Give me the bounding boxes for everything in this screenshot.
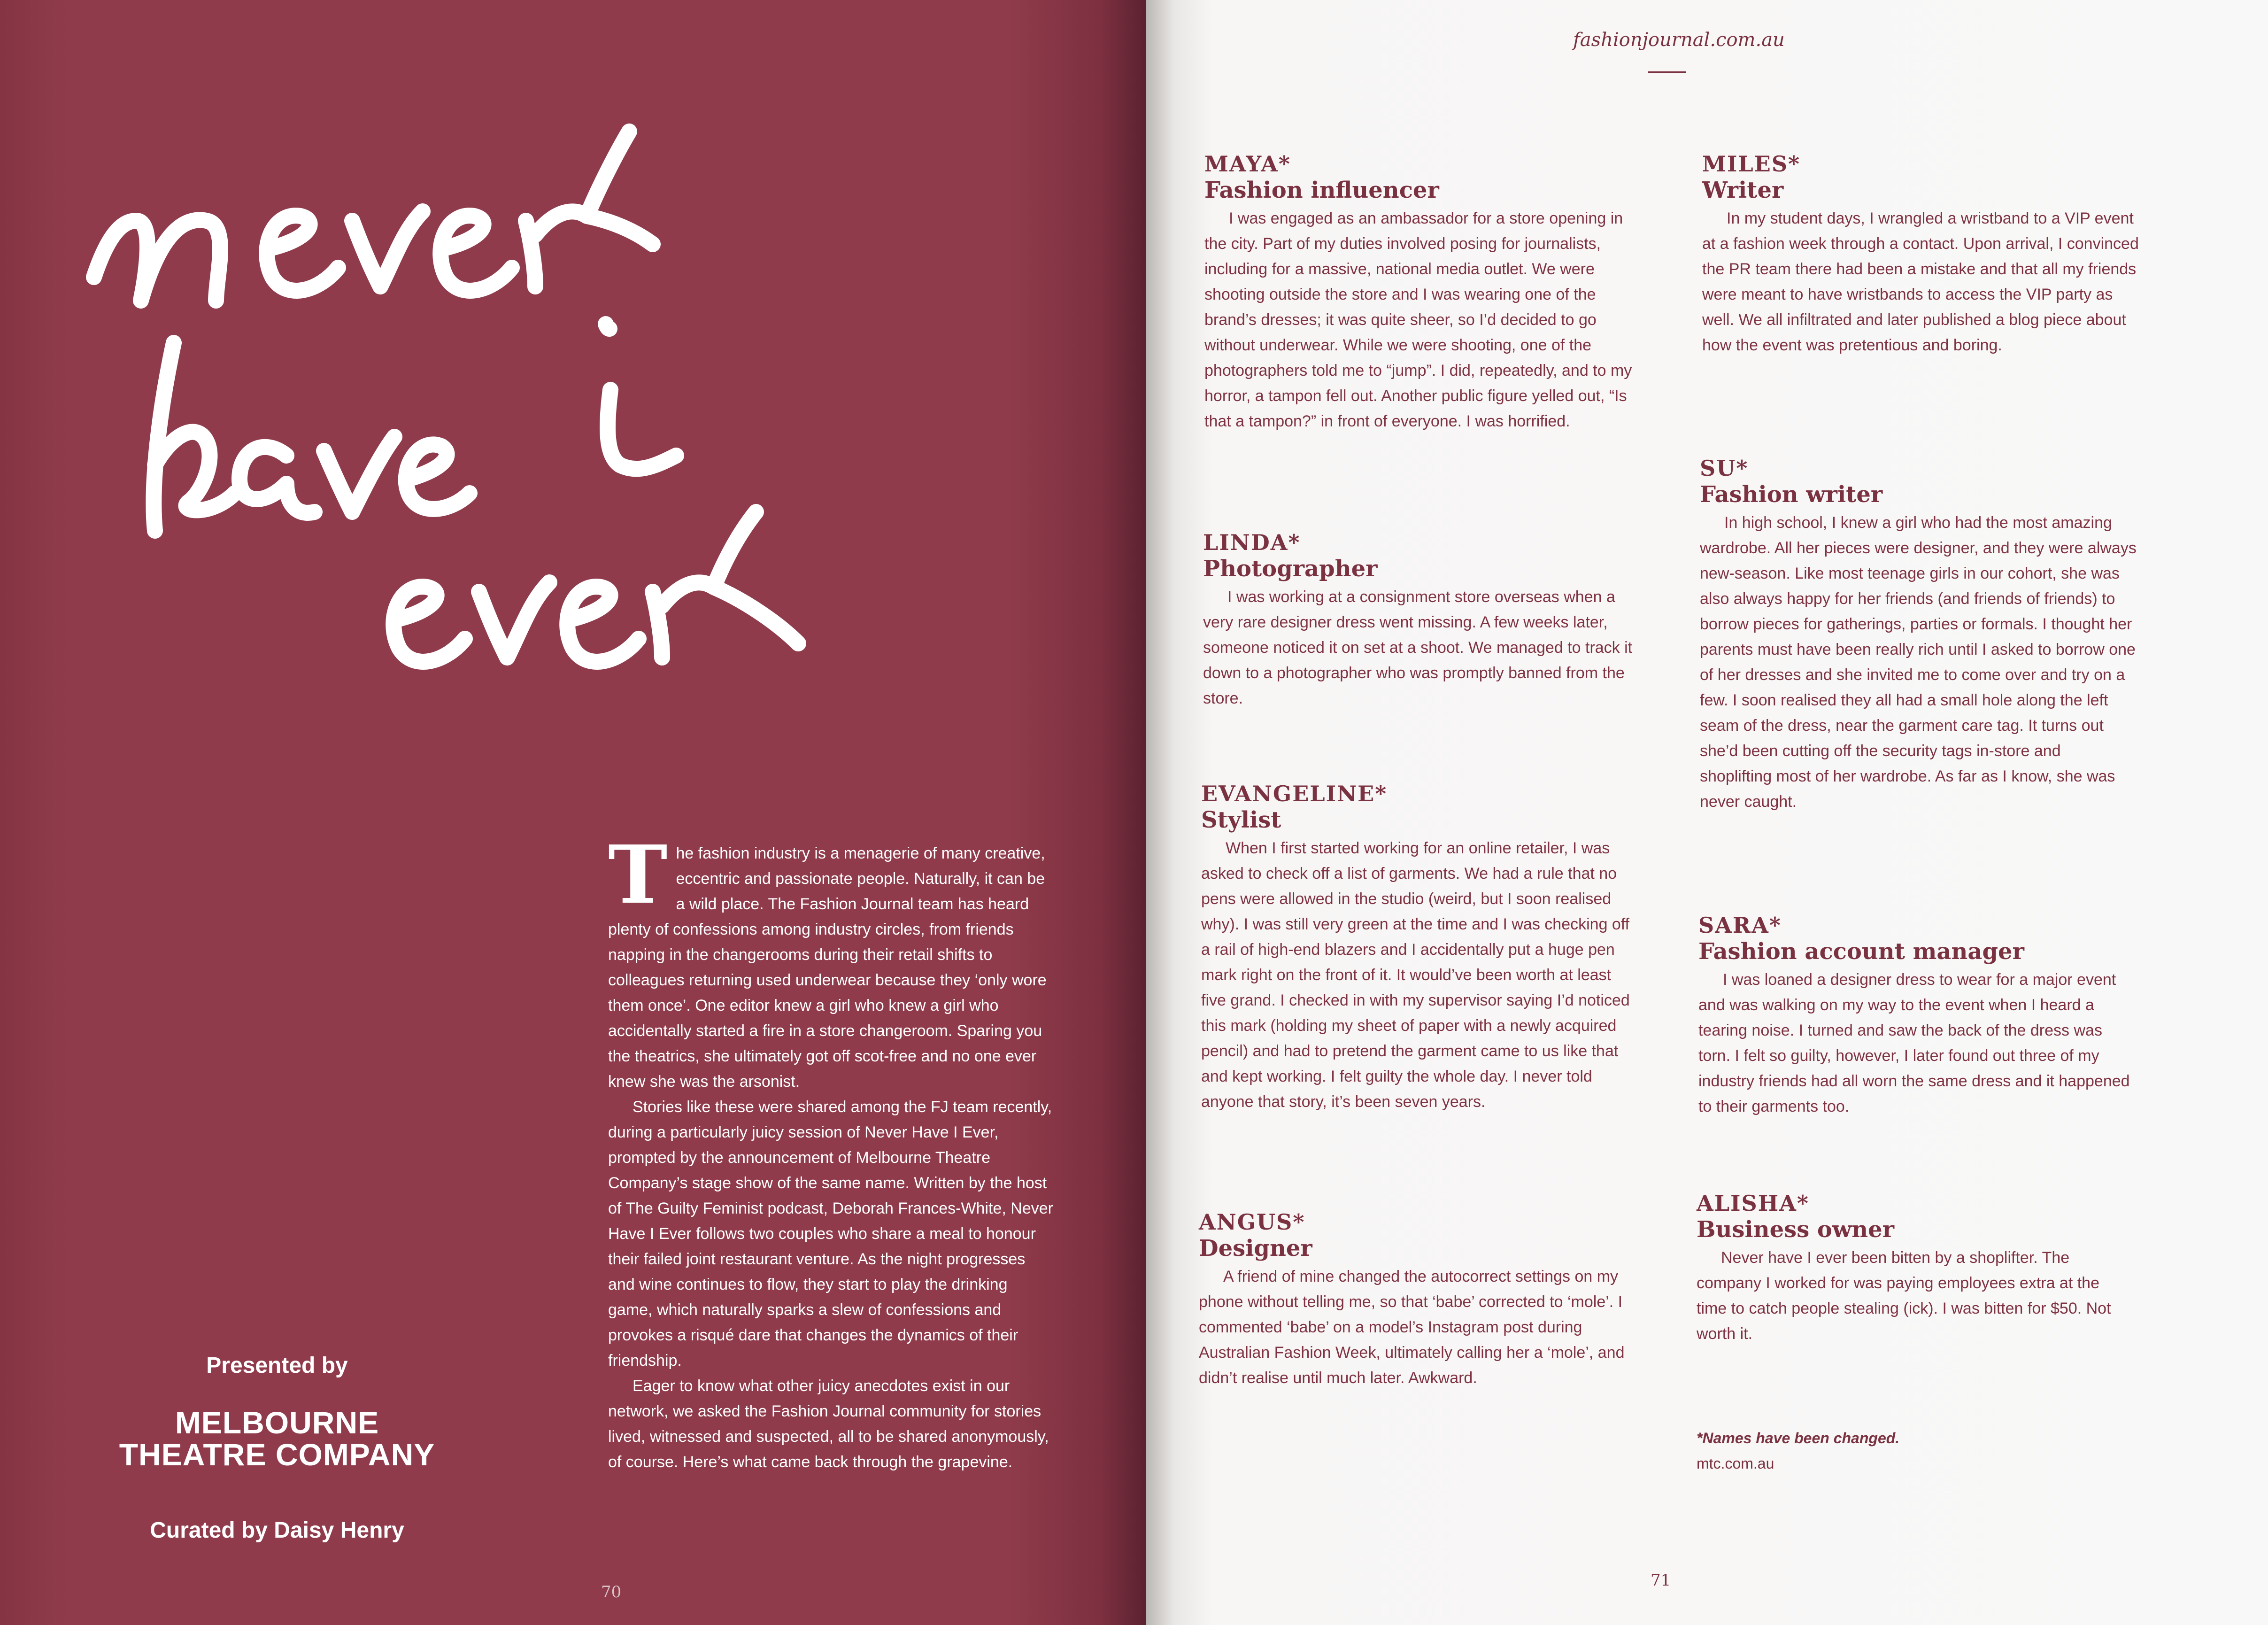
entry-role: Writer [1702, 177, 1784, 203]
entry-name: EVANGELINE* [1201, 781, 1388, 806]
entry-text: I was working at a consignment store overseas when a very rare designer dress went missing. A few weeks later, someone noticed it on set at a shoot. We managed to track it down to a photographer who was promptly banned from the store. [1203, 588, 1633, 707]
mtc-url: mtc.com.au [1697, 1455, 1774, 1472]
entry-text: I was engaged as an ambassador for a store opening in the city. Part of my duties involved posing for journalists, including for a massive, national media outlet. We were shooting outside the store and I was wearing one of the brand’s dresses; it was quite sheer, so I’d decided to go without underwear. While we were shooting, one of the photographers told me to “jump”. I did, repeatedly, and to my horror, a tampon fell out. Another public figure yelled out, “Is that a tampon?” in front of everyone. I was horrified. [1204, 209, 1632, 430]
sponsor-logo-line-2: THEATRE COMPANY [119, 1437, 435, 1472]
entry-name: LINDA* [1203, 530, 1301, 555]
curator-credit: Curated by Daisy Henry [150, 1518, 404, 1543]
entry-role: Fashion account manager [1698, 938, 2024, 965]
entry-name: ALISHA* [1697, 1191, 1809, 1216]
page-number-right: 71 [1651, 1571, 1671, 1590]
intro-text [608, 828, 1054, 1475]
sponsor-logo-line-1: MELBOURNE [175, 1405, 379, 1440]
confession-entry [1203, 530, 1640, 711]
confession-entry [1697, 1191, 2133, 1346]
entry-role: Stylist [1201, 807, 1281, 833]
entry-role: Fashion writer [1700, 481, 1883, 508]
entry-role: Designer [1199, 1235, 1312, 1261]
entry-text: In my student days, I wrangled a wristband to a VIP event at a fashion week through a contact. Upon arrival, I convinced the PR team there had been a mistake and that all my friends were meant to have wristbands to access the VIP party as well. We all infiltrated and later published a blog piece about how the event was pretentious and boring. [1702, 209, 2139, 354]
confession-entry [1702, 151, 2139, 358]
handwritten-title-art [66, 80, 1005, 784]
header-rule [1648, 71, 1686, 73]
entry-name: SU* [1700, 456, 1749, 481]
entry-role: Photographer [1203, 556, 1378, 582]
entry-role: Business owner [1697, 1216, 1894, 1243]
intro-paragraph-3: Eager to know what other juicy anecdotes exist in our network, we asked the Fashion Journal community for stories lived, witnessed and suspected, all to be shared anonymously, of course. Here’s what came back through the grapevine. [608, 1377, 1049, 1471]
confession-entry [1700, 456, 2137, 814]
page-number-left: 70 [601, 1583, 622, 1602]
confession-entry [1204, 151, 1641, 434]
entry-role: Fashion influencer [1204, 177, 1439, 203]
entry-name: MAYA* [1204, 151, 1291, 177]
entry-text: A friend of mine changed the autocorrect settings on my phone without telling me, so that ‘babe’ corrected to ‘mole’. I commented ‘babe’ on a model’s Instagram post during Australian Fashion Week, ultimately calling her a ‘mole’, and didn’t realise until much later. Awkward. [1199, 1268, 1625, 1387]
intro-paragraph-2: Stories like these were shared among the FJ team recently, during a particularly juicy session of Never Have I Ever, prompted by the announcement of Melbourne Theatre Company’s stage show of the same name. Written by the host of The Guilty Feminist podcast, Deborah Frances-White, Never Have I Ever follows two couples who share a meal to honour their failed joint restaurant venture. As the night progresses and wine continues to flow, they start to play the drinking game, which naturally sparks a slew of confessions and provokes a risqué dare that changes the dynamics of their friendship. [608, 1098, 1053, 1370]
sponsor-block [103, 1353, 451, 1543]
entry-name: MILES* [1702, 151, 1801, 177]
entry-text: In high school, I knew a girl who had the most amazing wardrobe. All her pieces were designer, and they were always new-season. Like most teenage girls in our cohort, she was also always happy for her friends (and friends of friends) to borrow pieces for gatherings, parties or formals. I thought her parents must have been really rich until I asked to borrow one of her dresses and she invited me to come over and try on a few. I soon realised they all had a small hole along the left seam of the dress, near the garment care tag. It turns out she’d been cutting off the security tags in-store and shoplifting most of her wardrobe. As far as I know, she was never caught. [1700, 514, 2137, 811]
confession-entry [1201, 781, 1638, 1114]
entry-name: SARA* [1698, 913, 1782, 938]
presented-by-label: Presented by [206, 1353, 348, 1378]
confession-entry [1199, 1209, 1635, 1391]
entry-text: I was loaned a designer dress to wear for a major event and was walking on my way to the event when I heard a tearing noise. I turned and saw the back of the dress was torn. I felt so guilty, however, I later found out three of my industry friends had all worn the same dress and it happened to their garments too. [1698, 971, 2130, 1115]
entry-text: When I first started working for an online retailer, I was asked to check off a list of garments. We had a rule that no pens were allowed in the studio (weird, but I soon realised why). I was still very green at the time and I was checking off a rail of high-end blazers and I accidentally put a huge pen mark right on the front of it. It would’ve been worth at least five grand. I checked in with my supervisor saying I’d noticed this mark (holding my sheet of paper with a newly acquired pencil) and had to pretend the garment came to us like that and kept working. I felt guilty the whole day. I never told anyone that story, it’s been seven years. [1201, 839, 1630, 1111]
names-changed-note: *Names have been changed. [1697, 1430, 1900, 1447]
footnote-block [1697, 1425, 1899, 1476]
entry-name: ANGUS* [1199, 1209, 1305, 1235]
drop-cap: T [608, 828, 668, 922]
confession-entry [1698, 913, 2135, 1119]
intro-paragraph-1 [608, 828, 1054, 1094]
site-url-header: fashionjournal.com.au [1573, 29, 1785, 51]
entry-text: Never have I ever been bitten by a shoplifter. The company I worked for was paying employees extra at the time to catch people stealing (ick). I was bitten for $50. Not worth it. [1697, 1249, 2111, 1343]
intro-paragraph-1-text: he fashion industry is a menagerie of many creative, eccentric and passionate people. Naturally, it can be a wild place. The Fashion Journal team has heard plenty of confessions among industry circles, from friends napping in the changerooms during their retail shifts to colleagues returning used underwear because they ‘only wore them once’. One editor knew a girl who knew a girl who accidentally started a fire in a store changeroom. Sparing you the theatrics, she ultimately got off scot-free and no one ever knew she was the arsonist. [608, 844, 1047, 1091]
handwritten-title [66, 80, 1005, 784]
